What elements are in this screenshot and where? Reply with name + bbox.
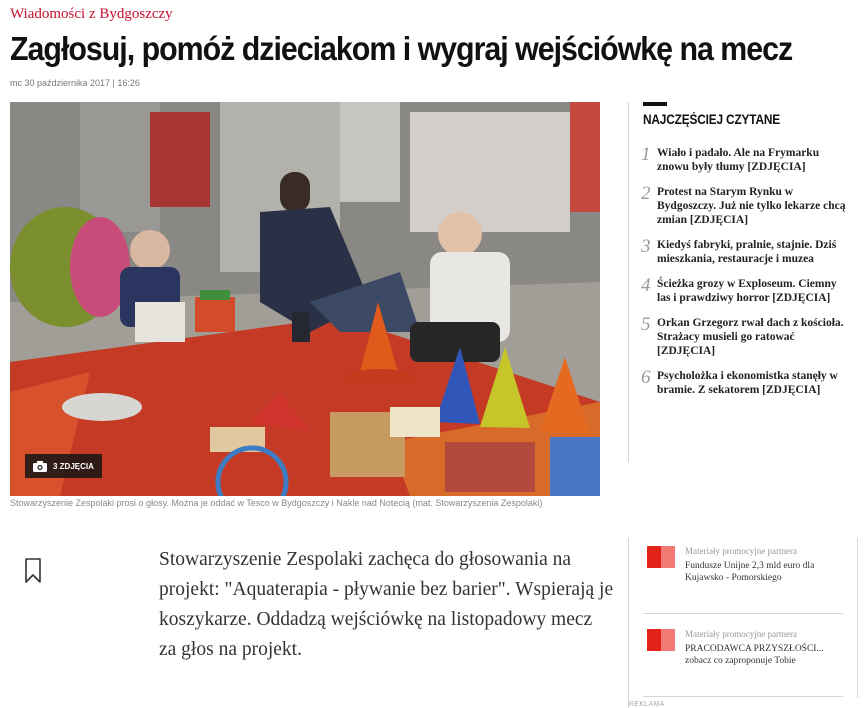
- promo-item[interactable]: [647, 546, 847, 584]
- promo-divider: [643, 696, 843, 697]
- article-meta: mc 30 października 2017 | 16:26: [10, 78, 140, 88]
- promo-label: Materiały promocyjne partnera: [685, 546, 797, 556]
- sidebar-accent-bar: [643, 102, 667, 106]
- rank-number: 1: [641, 144, 651, 165]
- photo-gallery-badge[interactable]: [25, 454, 102, 478]
- article-title: Zagłosuj, pomóż dzieciakom i wygraj wejściówkę na mecz: [10, 30, 793, 67]
- most-read-item[interactable]: [641, 277, 851, 305]
- most-read-link[interactable]: Kiedyś fabryki, pralnie, stajnie. Dziś mieszkania, restauracje i muzea: [657, 239, 837, 265]
- photo-caption: Stowarzyszenie Zespolaki prosi o głosy. Można je oddać w Tesco w Bydgoszczy i Nakle nad Notecią (mat. Stowarzyszenia Zespolaki): [10, 498, 543, 508]
- photo-count-label: 3 ZDJĘCIA: [53, 461, 94, 471]
- most-read-link[interactable]: Psycholożka i ekonomistka stanęły w bramie. Z sekatorem [ZDJĘCIA]: [657, 370, 838, 396]
- most-read-item[interactable]: [641, 238, 851, 266]
- hero-photo[interactable]: [10, 102, 600, 496]
- most-read-link[interactable]: Protest na Starym Rynku w Bydgoszczy. Już nie tylko lekarze chcą zmian [ZDJĘCIA]: [657, 186, 846, 226]
- most-read-list: [641, 146, 851, 408]
- ad-label: REKLAMA: [629, 701, 665, 708]
- rank-number: 5: [641, 314, 651, 335]
- bookmark-icon[interactable]: [24, 558, 42, 584]
- promo-item[interactable]: [647, 629, 847, 667]
- most-read-link[interactable]: Ścieżka grozy w Exploseum. Ciemny las i prawdziwy horror [ZDJĘCIA]: [657, 278, 837, 304]
- rank-number: 6: [641, 367, 651, 388]
- most-read-item[interactable]: [641, 316, 851, 358]
- rank-number: 2: [641, 183, 651, 204]
- camera-icon: [33, 461, 47, 472]
- most-read-sidebar: [628, 102, 858, 462]
- hero-photo-illustration: [10, 102, 600, 496]
- section-link[interactable]: Wiadomości z Bydgoszczy: [10, 6, 173, 22]
- article-lead: Stowarzyszenie Zespolaki zachęca do głosowania na projekt: "Aquaterapia - pływanie bez barier". Wspierają je koszykarze. Oddadzą wejściówkę na listopadowy mecz za głos na projekt.: [159, 549, 614, 660]
- promo-logo: [647, 629, 675, 651]
- most-read-item[interactable]: [641, 146, 851, 174]
- promo-title[interactable]: PRACODAWCA PRZYSZŁOŚCI... zobacz co zaproponuje Tobie: [685, 644, 824, 666]
- rank-number: 3: [641, 236, 651, 257]
- most-read-item[interactable]: [641, 185, 851, 227]
- promo-title[interactable]: Fundusze Unijne 2,3 mld euro dla Kujawsko - Pomorskiego: [685, 561, 815, 583]
- rank-number: 4: [641, 275, 651, 296]
- promo-divider: [643, 613, 843, 614]
- most-read-item[interactable]: [641, 369, 851, 397]
- most-read-link[interactable]: Orkan Grzegorz rwał dach z kościoła. Strażacy musieli go ratować [ZDJĘCIA]: [657, 317, 844, 357]
- most-read-heading: NAJCZĘŚCIEJ CZYTANE: [643, 112, 781, 127]
- promo-column: [628, 538, 858, 708]
- promo-logo: [647, 546, 675, 568]
- most-read-link[interactable]: Wiało i padało. Ale na Frymarku znowu były tłumy [ZDJĘCIA]: [657, 147, 820, 173]
- promo-label: Materiały promocyjne partnera: [685, 629, 797, 639]
